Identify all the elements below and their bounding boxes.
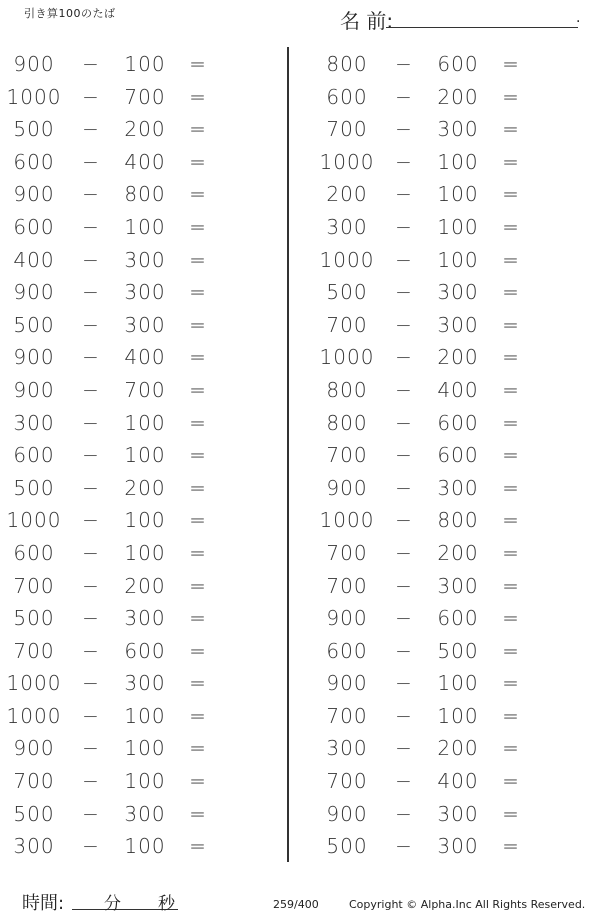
equals-sign: = — [502, 345, 520, 370]
minuend: 1000 — [319, 508, 375, 533]
minus-sign: − — [82, 573, 100, 598]
minuend: 700 — [326, 769, 368, 794]
subtrahend: 100 — [124, 410, 166, 435]
equals-sign: = — [189, 214, 207, 239]
minus-sign: − — [395, 149, 413, 174]
equals-sign: = — [189, 801, 207, 826]
minus-sign: − — [82, 703, 100, 728]
subtrahend: 100 — [437, 149, 479, 174]
minuend: 300 — [13, 410, 55, 435]
subtrahend: 100 — [437, 703, 479, 728]
subtrahend: 400 — [437, 769, 479, 794]
minus-sign: − — [82, 214, 100, 239]
minus-sign: − — [395, 573, 413, 598]
minus-sign: − — [395, 475, 413, 500]
minus-sign: − — [395, 703, 413, 728]
minus-sign: − — [82, 377, 100, 402]
minuend: 400 — [13, 247, 55, 272]
minus-sign: − — [395, 834, 413, 859]
subtrahend: 600 — [437, 52, 479, 76]
minus-sign: − — [395, 214, 413, 239]
minuend: 500 — [13, 312, 55, 337]
minus-sign: − — [395, 769, 413, 794]
minuend: 500 — [13, 117, 55, 142]
minus-sign: − — [82, 280, 100, 305]
minuend: 700 — [326, 703, 368, 728]
minuend: 600 — [13, 149, 55, 174]
subtrahend: 100 — [124, 52, 166, 76]
equals-sign: = — [189, 638, 207, 663]
page-number: 259/400 — [273, 898, 319, 911]
subtrahend: 500 — [437, 638, 479, 663]
minuend: 600 — [13, 443, 55, 468]
subtrahend: 300 — [437, 475, 479, 500]
minuend: 700 — [326, 117, 368, 142]
subtrahend: 200 — [437, 345, 479, 370]
subtrahend: 300 — [437, 573, 479, 598]
minuend: 700 — [13, 638, 55, 663]
equals-sign: = — [189, 149, 207, 174]
subtrahend: 300 — [124, 606, 166, 631]
minus-sign: − — [395, 801, 413, 826]
minuend: 300 — [326, 214, 368, 239]
equals-sign: = — [189, 247, 207, 272]
equals-sign: = — [189, 52, 207, 76]
equals-sign: = — [189, 508, 207, 533]
equals-sign: = — [189, 345, 207, 370]
minuend: 1000 — [6, 703, 62, 728]
equals-sign: = — [189, 410, 207, 435]
equals-sign: = — [189, 84, 207, 109]
minuend: 800 — [326, 377, 368, 402]
subtrahend: 200 — [124, 117, 166, 142]
minus-sign: − — [82, 345, 100, 370]
minus-sign: − — [82, 84, 100, 109]
name-label: 名 前: — [340, 9, 394, 33]
equals-sign: = — [502, 182, 520, 207]
equals-sign: = — [189, 312, 207, 337]
minus-sign: − — [395, 377, 413, 402]
minuend: 900 — [326, 671, 368, 696]
subtrahend: 200 — [437, 84, 479, 109]
minus-sign: − — [82, 182, 100, 207]
subtrahend: 100 — [437, 247, 479, 272]
subtrahend: 100 — [124, 703, 166, 728]
minus-sign: − — [395, 280, 413, 305]
minus-sign: − — [82, 443, 100, 468]
subtrahend: 100 — [124, 214, 166, 239]
equals-sign: = — [189, 736, 207, 761]
subtrahend: 800 — [437, 508, 479, 533]
minus-sign: − — [395, 638, 413, 663]
minus-sign: − — [82, 801, 100, 826]
copyright-text: Copyright © Alpha.Inc All Rights Reserved. — [349, 898, 586, 911]
subtrahend: 100 — [437, 182, 479, 207]
subtrahend: 300 — [124, 801, 166, 826]
minus-sign: − — [395, 540, 413, 565]
equals-sign: = — [502, 540, 520, 565]
subtrahend: 300 — [437, 280, 479, 305]
minuend: 1000 — [6, 508, 62, 533]
minuend: 900 — [326, 801, 368, 826]
subtrahend: 100 — [124, 508, 166, 533]
minus-sign: − — [395, 736, 413, 761]
minus-sign: − — [82, 312, 100, 337]
time-label: 時間: — [22, 893, 65, 914]
subtrahend: 300 — [437, 834, 479, 859]
equals-sign: = — [189, 377, 207, 402]
equals-sign: = — [502, 410, 520, 435]
minuend: 500 — [13, 475, 55, 500]
subtrahend: 300 — [124, 280, 166, 305]
minus-sign: − — [82, 52, 100, 76]
equals-sign: = — [189, 475, 207, 500]
subtrahend: 400 — [437, 377, 479, 402]
minus-sign: − — [82, 540, 100, 565]
equals-sign: = — [502, 84, 520, 109]
minus-sign: − — [82, 410, 100, 435]
subtrahend: 400 — [124, 149, 166, 174]
minuend: 700 — [326, 443, 368, 468]
minus-sign: − — [395, 410, 413, 435]
minuend: 900 — [13, 736, 55, 761]
subtrahend: 300 — [437, 312, 479, 337]
minuend: 700 — [326, 540, 368, 565]
minuend: 600 — [13, 214, 55, 239]
equals-sign: = — [502, 736, 520, 761]
equals-sign: = — [189, 834, 207, 859]
minus-sign: − — [82, 834, 100, 859]
equals-sign: = — [189, 117, 207, 142]
minus-sign: − — [82, 606, 100, 631]
minuend: 900 — [13, 280, 55, 305]
subtrahend: 100 — [124, 443, 166, 468]
minus-sign: − — [395, 52, 413, 76]
name-dot: . — [576, 10, 581, 26]
subtrahend: 300 — [124, 312, 166, 337]
equals-sign: = — [189, 769, 207, 794]
subtrahend: 200 — [437, 540, 479, 565]
equals-sign: = — [502, 834, 520, 859]
minuend: 900 — [13, 182, 55, 207]
subtrahend: 100 — [437, 671, 479, 696]
equals-sign: = — [502, 638, 520, 663]
seconds-label: 秒 — [158, 894, 175, 914]
minus-sign: − — [82, 117, 100, 142]
minuend: 500 — [326, 280, 368, 305]
subtrahend: 300 — [124, 247, 166, 272]
minuend: 700 — [13, 769, 55, 794]
minuend: 900 — [326, 475, 368, 500]
equals-sign: = — [189, 703, 207, 728]
subtrahend: 600 — [437, 606, 479, 631]
equals-sign: = — [189, 182, 207, 207]
column-divider — [287, 47, 289, 862]
subtrahend: 200 — [437, 736, 479, 761]
subtrahend: 300 — [437, 117, 479, 142]
minuend: 1000 — [6, 84, 62, 109]
minuend: 500 — [13, 801, 55, 826]
equals-sign: = — [502, 117, 520, 142]
equals-sign: = — [502, 606, 520, 631]
name-underline[interactable] — [386, 27, 578, 28]
minuend: 600 — [326, 84, 368, 109]
minus-sign: − — [395, 508, 413, 533]
equals-sign: = — [189, 573, 207, 598]
equals-sign: = — [502, 801, 520, 826]
equals-sign: = — [189, 280, 207, 305]
minuend: 700 — [13, 573, 55, 598]
equals-sign: = — [502, 149, 520, 174]
minus-sign: − — [395, 443, 413, 468]
minus-sign: − — [82, 769, 100, 794]
subtrahend: 600 — [124, 638, 166, 663]
equals-sign: = — [502, 703, 520, 728]
subtrahend: 100 — [124, 769, 166, 794]
minuend: 1000 — [319, 345, 375, 370]
worksheet-title: 引き算100のたば — [24, 7, 116, 20]
minus-sign: − — [395, 606, 413, 631]
equals-sign: = — [189, 606, 207, 631]
minuend: 1000 — [6, 671, 62, 696]
equals-sign: = — [502, 475, 520, 500]
equals-sign: = — [502, 312, 520, 337]
subtrahend: 200 — [124, 475, 166, 500]
subtrahend: 700 — [124, 84, 166, 109]
subtrahend: 600 — [437, 410, 479, 435]
subtrahend: 200 — [124, 573, 166, 598]
minus-sign: − — [395, 182, 413, 207]
equals-sign: = — [502, 247, 520, 272]
minuend: 800 — [326, 410, 368, 435]
minutes-label: 分 — [104, 894, 121, 914]
minuend: 700 — [326, 573, 368, 598]
minus-sign: − — [82, 247, 100, 272]
equals-sign: = — [502, 573, 520, 598]
subtrahend: 100 — [124, 834, 166, 859]
minus-sign: − — [82, 149, 100, 174]
minus-sign: − — [395, 84, 413, 109]
subtrahend: 700 — [124, 377, 166, 402]
subtrahend: 100 — [124, 736, 166, 761]
subtrahend: 600 — [437, 443, 479, 468]
minuend: 900 — [13, 345, 55, 370]
subtrahend: 100 — [437, 214, 479, 239]
minuend: 200 — [326, 182, 368, 207]
minus-sign: − — [82, 475, 100, 500]
minuend: 800 — [326, 52, 368, 76]
equals-sign: = — [502, 671, 520, 696]
minus-sign: − — [82, 736, 100, 761]
minuend: 900 — [326, 606, 368, 631]
minuend: 1000 — [319, 149, 375, 174]
minus-sign: − — [395, 312, 413, 337]
equals-sign: = — [502, 443, 520, 468]
minuend: 900 — [13, 377, 55, 402]
minus-sign: − — [395, 671, 413, 696]
equals-sign: = — [502, 214, 520, 239]
equals-sign: = — [502, 52, 520, 76]
equals-sign: = — [189, 443, 207, 468]
minuend: 600 — [13, 540, 55, 565]
equals-sign: = — [502, 280, 520, 305]
minuend: 500 — [326, 834, 368, 859]
subtrahend: 800 — [124, 182, 166, 207]
minus-sign: − — [82, 508, 100, 533]
minuend: 500 — [13, 606, 55, 631]
equals-sign: = — [189, 671, 207, 696]
minuend: 900 — [13, 52, 55, 76]
subtrahend: 100 — [124, 540, 166, 565]
minuend: 300 — [13, 834, 55, 859]
minus-sign: − — [82, 638, 100, 663]
equals-sign: = — [502, 769, 520, 794]
equals-sign: = — [189, 540, 207, 565]
equals-sign: = — [502, 508, 520, 533]
minuend: 700 — [326, 312, 368, 337]
minus-sign: − — [395, 247, 413, 272]
subtrahend: 400 — [124, 345, 166, 370]
minuend: 1000 — [319, 247, 375, 272]
subtrahend: 300 — [437, 801, 479, 826]
minuend: 300 — [326, 736, 368, 761]
subtrahend: 300 — [124, 671, 166, 696]
minuend: 600 — [326, 638, 368, 663]
minus-sign: − — [82, 671, 100, 696]
minus-sign: − — [395, 117, 413, 142]
equals-sign: = — [502, 377, 520, 402]
minus-sign: − — [395, 345, 413, 370]
